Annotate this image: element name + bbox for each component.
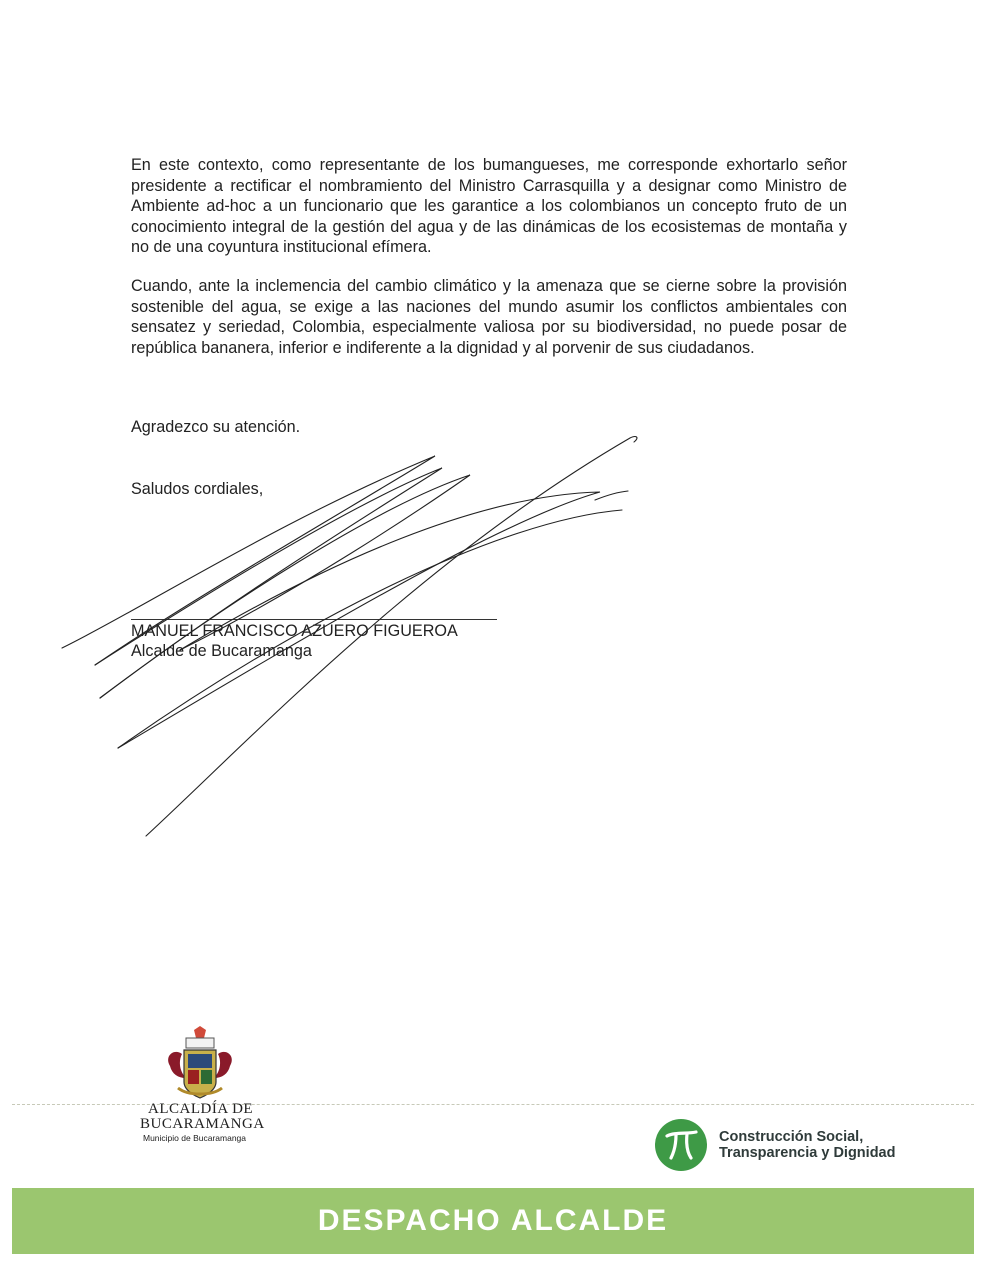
pi-logo-icon xyxy=(654,1118,708,1172)
banner-title: DESPACHO ALCALDE xyxy=(317,1204,669,1237)
closing-regards: Saludos cordiales, xyxy=(131,480,264,498)
closing-thanks: Agradezco su atención. xyxy=(131,418,301,436)
slogan-line1: Construcción Social, xyxy=(719,1129,864,1145)
municipio-label: Municipio de Bucaramanga xyxy=(143,1133,247,1143)
signatory-title: Alcalde de Bucaramanga xyxy=(131,642,312,660)
alcaldia-name-line1: ALCALDÍA DE xyxy=(148,1101,254,1117)
paragraph-2: Cuando, ante la inclemencia del cambio climático y la amenaza que se cierne sobre la provisión sostenible del agua, se exige a las naciones del mundo asumir los conflictos ambientales con sensatez y seriedad, Colombia, especialmente valiosa por su biodiversidad, no puede posar de república bananera, inferior e indiferente a la dignidad y al porvenir de sus ciudadanos. xyxy=(131,277,847,357)
signatory-name: MANUEL FRANCISCO AZUERO FIGUEROA xyxy=(131,622,458,640)
paragraph-1: En este contexto, como representante de los bumangueses, me corresponde exhortarlo señor presidente a rectificar el nombramiento del Ministro Carrasquilla y a designar como Ministro de Ambiente ad-hoc a un funcionario que les garantice a los colombianos un concepto fruto de un conocimiento integral de la gestión del agua y de las dinámicas de los ecosistemas de montaña y no de una coyuntura institucional efímera. xyxy=(131,156,847,257)
slogan-line2: Transparencia y Dignidad xyxy=(719,1145,896,1161)
coat-of-arms-logo xyxy=(160,1026,240,1104)
footer-banner xyxy=(12,1188,974,1254)
alcaldia-name-line2: BUCARAMANGA xyxy=(140,1116,265,1132)
